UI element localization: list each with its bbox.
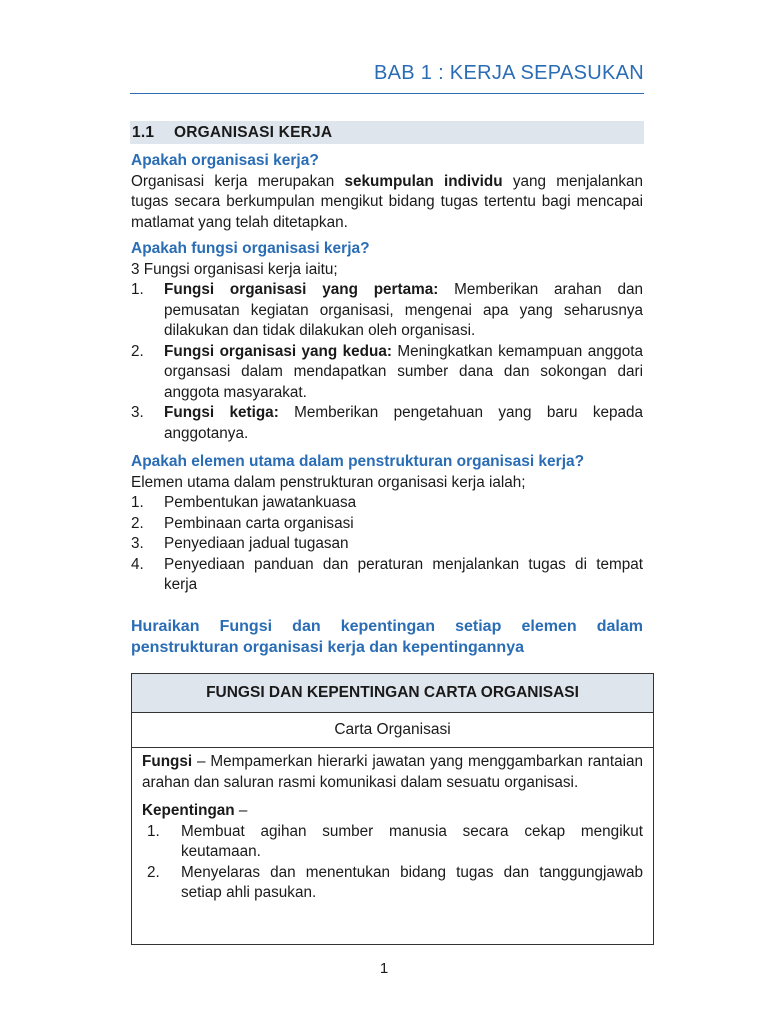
list-item: 1. Membuat agihan sumber manusia secara cekap mengikut keutamaan. — [147, 822, 643, 860]
list-item: 1. Pembentukan jawatankuasa — [131, 494, 357, 511]
list-item: 2. Fungsi organisasi yang kedua: Meningkatkan kemampuan anggota organsasi dalam mendapatkan sumber dana dan sokongan dari anggota masyarakat. — [131, 342, 643, 401]
chapter-rule — [130, 93, 644, 94]
table-subheader: Carta Organisasi — [132, 713, 653, 748]
answer-1-bold: sekumpulan individu — [344, 172, 503, 190]
question-3: Apakah elemen utama dalam penstrukturan organisasi kerja? — [131, 453, 585, 470]
table-header: FUNGSI DAN KEPENTINGAN CARTA ORGANISASI — [132, 674, 653, 713]
answer-1: Organisasi kerja merupakan sekumpulan individu yang menjalankan tugas secara berkumpulan mengikut bidang tugas tertentu bagi mencapai matlamat yang telah ditetapkan. — [131, 172, 643, 231]
list-item: 4. Penyediaan panduan dan peraturan menjalankan tugas di tempat kerja — [131, 555, 643, 593]
section-heading — [130, 121, 644, 144]
list-item: 3. Penyediaan jadual tugasan — [131, 535, 349, 552]
question-2-intro: 3 Fungsi organisasi kerja iaitu; — [131, 260, 338, 278]
list-item: 2. Pembinaan carta organisasi — [131, 514, 354, 532]
question-1: Apakah organisasi kerja? — [131, 152, 319, 169]
function-list — [131, 280, 643, 444]
main-content — [131, 151, 643, 658]
list-item: 1. Fungsi organisasi yang pertama: Memberikan arahan dan pemusatan kegiatan organisasi, mengenai apa yang seharusnya dilakukan dan tidak dilakukan oleh organisasi. — [131, 281, 643, 339]
page-number: 1 — [379, 960, 389, 977]
fungsi-label: Fungsi — [142, 753, 193, 770]
list-item: 2. Menyelaras dan menentukan bidang tugas dan tanggungjawab setiap ahli pasukan. — [147, 863, 643, 901]
kepentingan-heading: Kepentingan – — [142, 802, 248, 819]
table-body — [132, 748, 653, 904]
section-number: 1.1 — [132, 124, 155, 141]
question-4: Huraikan Fungsi dan kepentingan setiap elemen dalam penstrukturan organisasi kerja dan kepentingannya — [131, 617, 643, 656]
carta-organisasi-table — [131, 673, 654, 945]
question-3-intro: Elemen utama dalam penstrukturan organisasi kerja ialah; — [131, 473, 526, 491]
fungsi-paragraph: Fungsi – Mempamerkan hierarki jawatan yang menggambarkan rantaian arahan dan saluran rasmi komunikasi dalam sesuatu organisasi. — [142, 753, 643, 791]
kepentingan-list — [142, 822, 643, 904]
section-title: ORGANISASI KERJA — [174, 124, 333, 141]
kepentingan-label: Kepentingan — [142, 802, 235, 819]
list-item: 3. Fungsi ketiga: Memberikan pengetahuan yang baru kepada anggotanya. — [131, 404, 644, 442]
chapter-title: BAB 1 : KERJA SEPASUKAN — [374, 62, 644, 84]
question-2: Apakah fungsi organisasi kerja? — [131, 240, 370, 257]
element-list — [131, 493, 643, 596]
